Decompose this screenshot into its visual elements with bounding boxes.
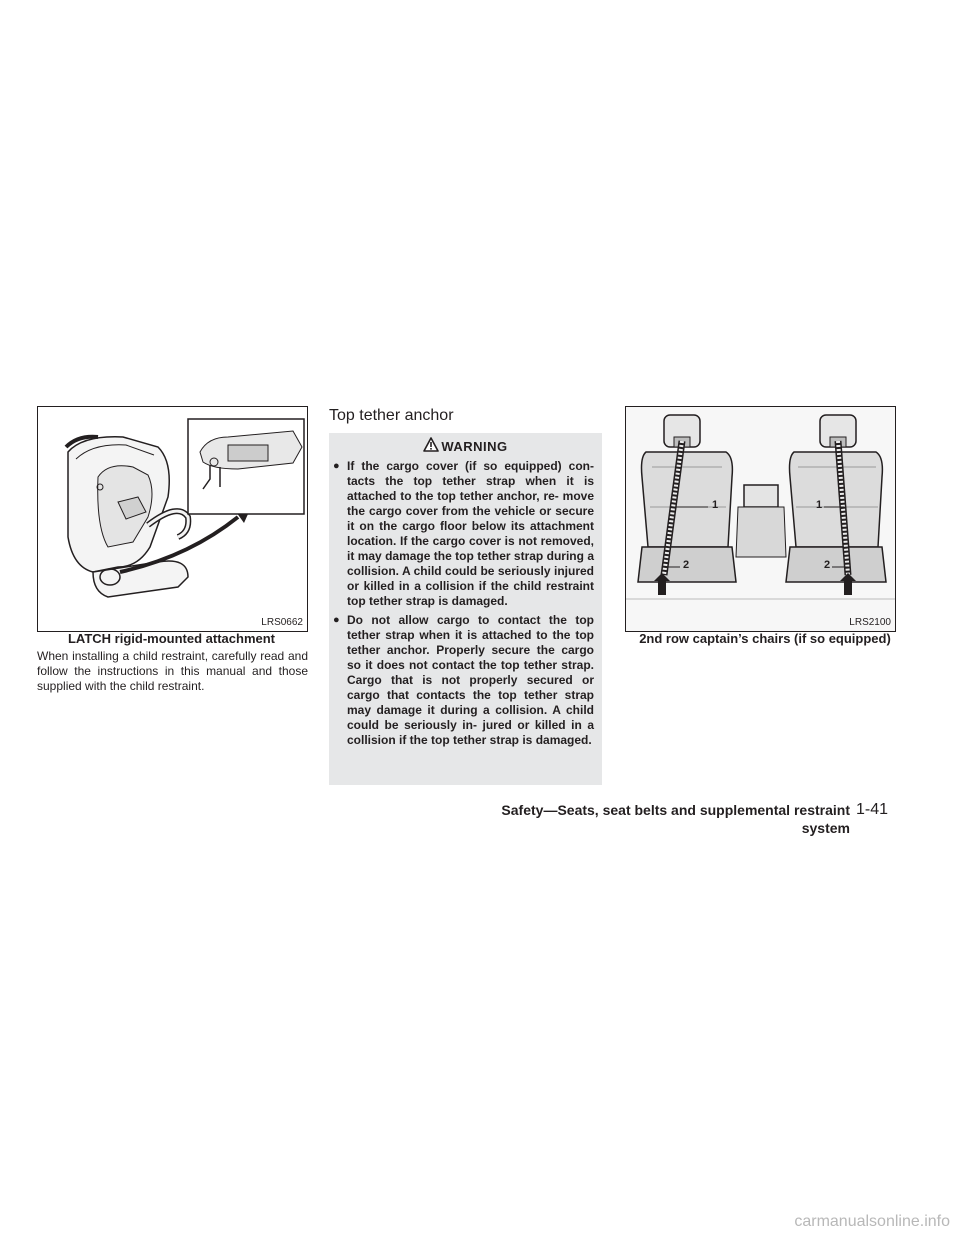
figure-code-right: LRS2100 — [849, 617, 891, 628]
warning-item-text: Do not allow cargo to contact the top tether strap when it is attached to the top tether anchor. Properly secure the cargo so it does not contact the top tether strap. Cargo that is not properly secured or cargo that contacts the top tether strap may damage it during a collision. A child could be seriously in- jured or killed in a collision if the top tether strap is damaged. — [347, 613, 594, 747]
latch-seat-illustration — [38, 407, 307, 631]
figure-code-left: LRS0662 — [261, 617, 303, 628]
warning-header — [329, 437, 602, 455]
callout-2-right: 2 — [824, 559, 831, 571]
warning-triangle-icon — [423, 437, 439, 455]
footer-section-title: Safety—Seats, seat belts and supplemental restraint system — [501, 802, 850, 836]
bullet-icon: ● — [333, 460, 340, 472]
latch-figure — [37, 406, 308, 632]
footer-page-number: 1-41 — [856, 801, 889, 818]
callout-1-right: 1 — [816, 499, 823, 511]
watermark: carmanualsonline.info — [794, 1213, 950, 1230]
warning-box — [329, 433, 602, 785]
warning-list — [329, 455, 602, 748]
captains-chairs-illustration — [626, 407, 895, 631]
warning-item — [333, 459, 594, 609]
top-tether-heading: Top tether anchor — [329, 407, 454, 424]
captains-chairs-figure — [625, 406, 896, 632]
warning-label: WARNING — [441, 438, 508, 454]
warning-item-text: If the cargo cover (if so equipped) con- tacts the top tether strap when it is attached to the top tether anchor, re- move the cargo cover from the vehicle or secure it on the cargo floor below its attachment location. If the cargo cover is not removed, it may damage the top tether strap during a collision. A child could be seriously injured or killed in a collision if the child restraint top tether strap is damaged. — [347, 459, 594, 608]
latch-figure-caption: LATCH rigid-mounted attachment — [67, 631, 276, 646]
warning-item — [333, 613, 594, 748]
latch-body-text: When installing a child restraint, carefully read and follow the instructions in this manual and those supplied with the child restraint. — [37, 649, 308, 693]
captains-chairs-caption: 2nd row captain’s chairs (if so equipped) — [639, 631, 891, 646]
callout-2-left: 2 — [683, 559, 690, 571]
callout-1-left: 1 — [712, 499, 719, 511]
bullet-icon: ● — [333, 614, 340, 626]
